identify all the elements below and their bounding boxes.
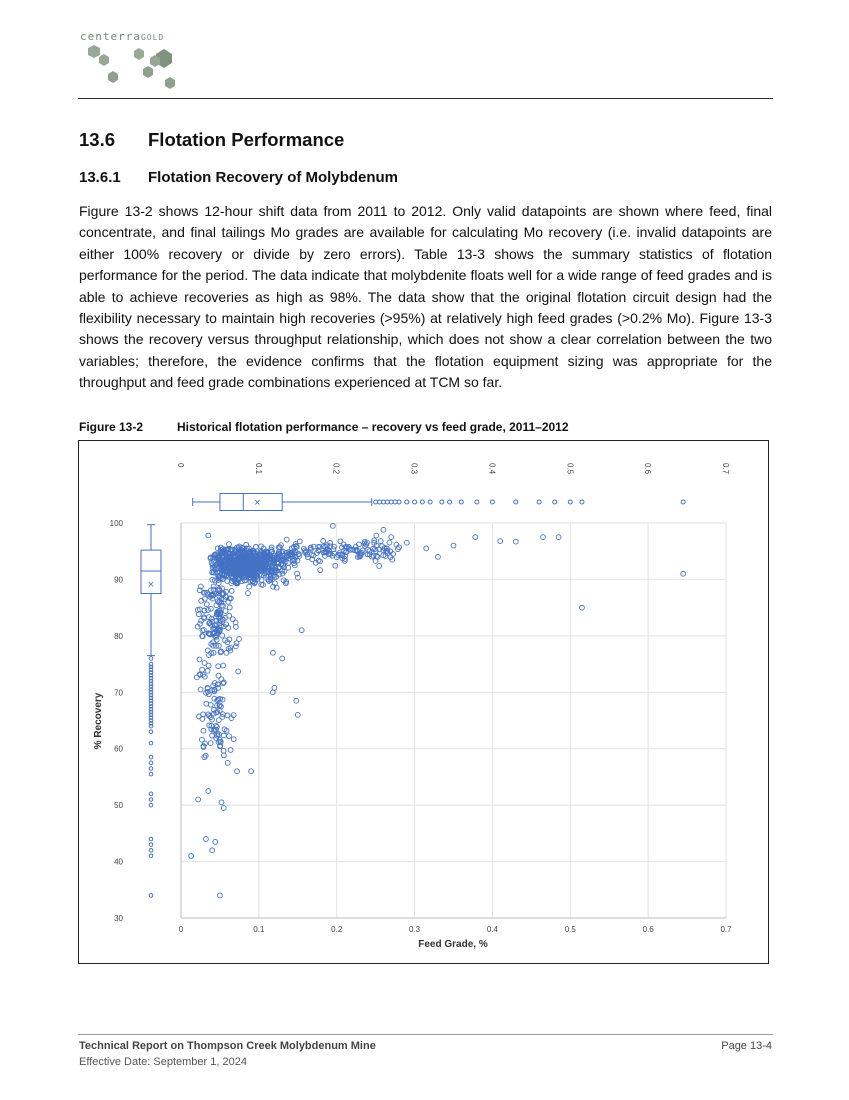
scatter-point [318, 559, 323, 564]
y-tick-label: 30 [114, 914, 123, 923]
x-box-outlier [568, 500, 572, 504]
scatter-point [216, 718, 221, 723]
top-axis [176, 463, 730, 475]
figure-frame [78, 440, 769, 964]
x-tick-label: 0.1 [253, 925, 265, 934]
x-box-outlier [681, 500, 685, 504]
y-box-outlier [149, 837, 153, 841]
y-box-outlier [149, 730, 153, 734]
scatter-point [227, 734, 232, 739]
subsection-heading: 13.6.1 Flotation Recovery of Molybdenum [79, 169, 399, 186]
x-box-outlier [405, 500, 409, 504]
scatter-point [225, 713, 230, 718]
scatter-point [206, 533, 211, 538]
scatter-point [299, 628, 304, 633]
scatter-point [204, 602, 209, 607]
scatter-point [200, 717, 205, 722]
y-box-outlier [149, 767, 153, 771]
scatter-point [216, 664, 221, 669]
y-tick-label: 40 [114, 857, 123, 867]
scatter-point [196, 797, 201, 802]
x-box-outlier [514, 500, 518, 504]
x-box-mean-marker: × [254, 497, 261, 509]
x-tick-label: 0.7 [720, 925, 732, 934]
scatter-point [377, 564, 382, 569]
feed-grade-boxplot [193, 494, 686, 511]
y-box-outlier [149, 755, 153, 759]
scatter-point [227, 613, 232, 618]
scatter-point [200, 737, 205, 742]
scatter-point [318, 568, 323, 573]
scatter-point [373, 559, 378, 564]
x-tick-label: 0.2 [331, 925, 343, 934]
scatter-point [197, 657, 202, 662]
y-tick-label: 50 [114, 801, 123, 811]
x-tick-label: 0.3 [409, 925, 421, 934]
scatter-point [202, 661, 207, 666]
scatter-point [208, 702, 213, 707]
top-tick-label: 0.4 [487, 463, 497, 475]
scatter-point [235, 769, 240, 774]
section-heading: 13.6 Flotation Performance [79, 129, 345, 150]
top-tick-label: 0 [176, 463, 185, 468]
scatter-point [473, 535, 478, 540]
scatter-point [215, 682, 220, 687]
y-tick-label: 70 [114, 688, 123, 698]
y-box-outlier [149, 843, 153, 847]
y-box-outlier [149, 741, 153, 745]
top-tick-label: 0.3 [409, 463, 419, 475]
y-box-outlier [149, 798, 153, 802]
y-box-outlier [149, 848, 153, 852]
y-box-mean-marker: × [147, 578, 155, 591]
scatter-point [198, 687, 203, 692]
scatter-point [201, 728, 206, 733]
scatter-point [195, 675, 200, 680]
top-tick-label: 0.2 [331, 463, 341, 475]
x-tick-label: 0.6 [642, 925, 654, 934]
scatter-point [246, 591, 251, 596]
scatter-point [221, 663, 226, 668]
scatter-point [227, 542, 232, 547]
scatter-point [436, 554, 441, 559]
y-tick-label: 80 [114, 631, 123, 641]
y-tick-label: 90 [114, 575, 123, 585]
footer-divider [78, 1034, 773, 1035]
figure-caption: Figure 13-2 Historical flotation performance – recovery vs feed grade, 2011–2012 [79, 420, 569, 434]
y-tick-label: 60 [114, 744, 123, 754]
body-paragraph: Figure 13-2 shows 12-hour shift data from 2011 to 2012. Only valid datapoints are shown where feed, final concentrate, and final tailings Mo grades are available for calculating Mo recovery (i.e. invalid datapoints are either 100% recovery or divide by zero errors). Table 13-3 shows the summary statistics of flotation performance for the period. The data indicate that molybdenite floats well for a wide range of feed grades and is able to achieve recoveries as high as 98%. The data show that the original flotation circuit design had the flexibility necessary to maintain high recoveries (>95%) at relatively high feed grades (>0.2% Mo). Figure 13-3 shows the recovery versus throughput relationship, which does not show a clear correlation between the two variables; therefore, the evidence confirms that the flotation equipment sizing was appropriate for the throughput and feed grade combinations experienced at TCM so far. [79, 203, 772, 391]
scatter-point [338, 539, 343, 544]
x-box-outlier [420, 500, 424, 504]
scatter-point [249, 769, 254, 774]
scatter-point [498, 539, 503, 544]
x-box-outlier [490, 500, 494, 504]
scatter-point [189, 854, 194, 859]
scatter-point [219, 800, 224, 805]
footer-report-title: Technical Report on Thompson Creek Molybdenum Mine [79, 1040, 376, 1052]
scatter-point [231, 737, 236, 742]
scatter-point [374, 533, 379, 538]
scatter-point [270, 650, 275, 655]
footer-effective-date: Effective Date: September 1, 2024 [79, 1056, 247, 1068]
scatter-point [451, 543, 456, 548]
top-tick-label: 0.6 [643, 463, 653, 475]
logo-hexagons-icon [80, 44, 210, 94]
x-box-outlier [428, 500, 432, 504]
scatter-point [294, 698, 299, 703]
x-box-outlier [440, 500, 444, 504]
x-box-iqr [220, 494, 282, 511]
chart-grid [110, 519, 732, 934]
scatter-point [206, 789, 211, 794]
scatter-point [225, 760, 230, 765]
scatter-point [223, 609, 228, 614]
x-tick-label: 0.5 [564, 925, 576, 934]
x-axis-label: Feed Grade, % [418, 939, 488, 950]
scatter-point [205, 669, 210, 674]
scatter-point [197, 714, 202, 719]
top-tick-label: 0.7 [721, 463, 730, 475]
scatter-chart [79, 441, 770, 965]
y-box-outlier [149, 854, 153, 858]
scatter-point [218, 893, 223, 898]
scatter-point [221, 806, 226, 811]
x-box-outlier [475, 500, 479, 504]
scatter-point [389, 535, 394, 540]
top-tick-label: 0.5 [565, 463, 575, 475]
scatter-point [216, 581, 221, 586]
scatter-point [580, 605, 585, 610]
scatter-point [222, 753, 227, 758]
scatter-point [229, 589, 234, 594]
x-tick-label: 0.4 [486, 925, 498, 934]
scatter-point [404, 540, 409, 545]
scatter-point [556, 535, 561, 540]
recovery-boxplot [141, 525, 161, 898]
company-logo [80, 30, 210, 95]
scatter-point [213, 839, 218, 844]
y-box-outlier [149, 657, 153, 661]
scatter-point [357, 542, 362, 547]
top-tick-label: 0.1 [253, 463, 263, 475]
scatter-point [378, 539, 383, 544]
header-divider [78, 98, 773, 99]
scatter-point [236, 669, 241, 674]
x-box-outlier [537, 500, 541, 504]
scatter-point [209, 606, 214, 611]
y-box-outlier [149, 792, 153, 796]
x-box-outlier [459, 500, 463, 504]
scatter-point [541, 535, 546, 540]
scatter-point [211, 584, 216, 589]
scatter-point [204, 837, 209, 842]
y-box-outlier [149, 772, 153, 776]
scatter-point [424, 546, 429, 551]
scatter-point [321, 539, 326, 544]
scatter-point [681, 571, 686, 576]
scatter-point [284, 537, 289, 542]
y-box-outlier [149, 803, 153, 807]
scatter-point [205, 648, 210, 653]
scatter-point [234, 641, 239, 646]
y-box-outlier [149, 761, 153, 765]
x-box-outlier [413, 500, 417, 504]
x-box-outlier [448, 500, 452, 504]
scatter-point [387, 540, 392, 545]
logo-wordmark: centerraGOLD [80, 30, 165, 43]
y-tick-label: 100 [109, 519, 123, 528]
x-box-outlier [553, 500, 557, 504]
scatter-point [297, 539, 302, 544]
scatter-point [247, 584, 252, 589]
y-box-outlier [149, 894, 153, 898]
scatter-point [227, 605, 232, 610]
scatter-point [280, 656, 285, 661]
scatter-point [208, 741, 213, 746]
scatter-point [330, 523, 335, 528]
scatter-point [216, 673, 221, 678]
scatter-point [513, 539, 518, 544]
scatter-point [381, 527, 386, 532]
y-axis-label: % Recovery [93, 692, 104, 750]
scatter-point [210, 848, 215, 853]
footer-page-number: Page 13-4 [721, 1040, 772, 1052]
x-box-outlier [580, 500, 584, 504]
scatter-point [200, 667, 205, 672]
scatter-point [222, 733, 227, 738]
scatter-point [224, 651, 229, 656]
scatter-point [295, 712, 300, 717]
x-tick-label: 0 [178, 925, 184, 934]
